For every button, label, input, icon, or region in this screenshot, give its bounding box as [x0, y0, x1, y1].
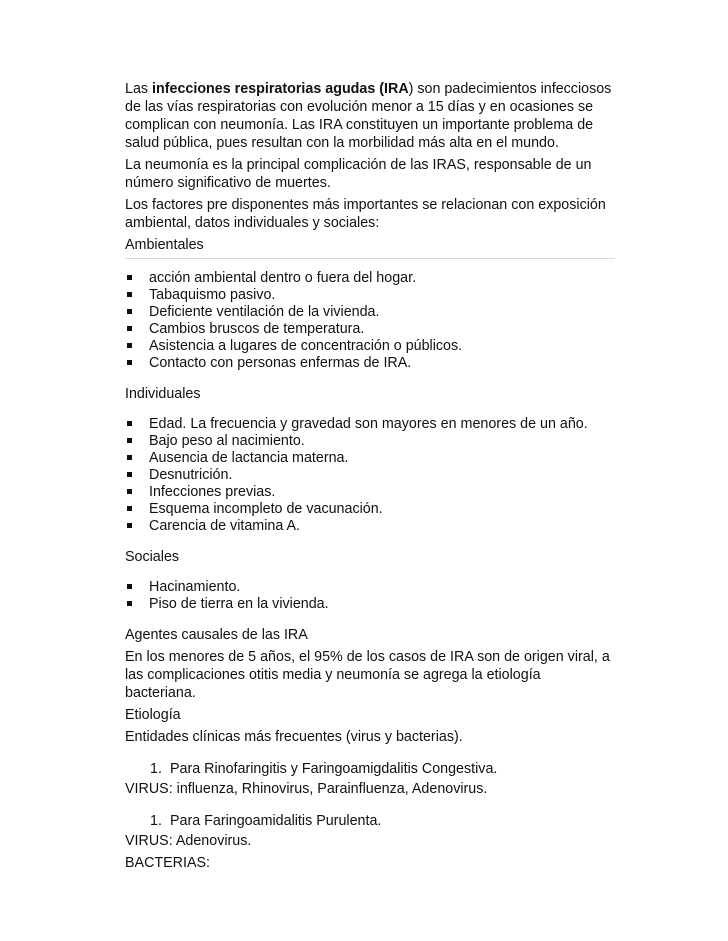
etiologia-heading: Etiología	[125, 707, 181, 723]
bullet-icon	[127, 343, 132, 348]
agentes-paragraph: En los menores de 5 años, el 95% de los casos de IRA son de origen viral, a las complicaciones otitis media y neumonía se agrega la etiología bacteriana.	[125, 649, 610, 701]
bullet-icon	[127, 421, 132, 426]
agentes-heading: Agentes causales de las IRA	[125, 627, 308, 643]
bullet-icon	[127, 506, 132, 511]
bullet-icon	[127, 584, 132, 589]
bullet-icon	[127, 360, 132, 365]
list-item: Hacinamiento.	[125, 578, 615, 595]
list-item: Contacto con personas enfermas de IRA.	[125, 354, 615, 371]
list-item: Cambios bruscos de temperatura.	[125, 320, 615, 337]
intro-term: infecciones respiratorias agudas (IRA	[152, 81, 409, 97]
intro-pre: Las	[125, 81, 153, 97]
sociales-list	[125, 578, 615, 612]
bullet-icon	[127, 309, 132, 314]
bullet-icon	[127, 275, 132, 280]
list-item: Ausencia de lactancia materna.	[125, 449, 615, 466]
ambientales-list	[125, 269, 615, 371]
bullet-icon	[127, 489, 132, 494]
factores-paragraph: Los factores pre disponentes más importantes se relacionan con exposición ambiental, datos individuales y sociales:	[125, 197, 606, 231]
neumonia-paragraph: La neumonía es la principal complicación de las IRAS, responsable de un número significativo de muertes.	[125, 157, 592, 191]
list-item: acción ambiental dentro o fuera del hogar.	[125, 269, 615, 286]
list-item: Edad. La frecuencia y gravedad son mayores en menores de un año.	[125, 415, 615, 432]
virus-line: VIRUS: influenza, Rhinovirus, Parainfluenza, Adenovirus.	[125, 781, 488, 797]
individuales-heading: Individuales	[125, 386, 201, 402]
list-item: Carencia de vitamina A.	[125, 517, 615, 534]
list-item: Esquema incompleto de vacunación.	[125, 500, 615, 517]
virus-line: VIRUS: Adenovirus.	[125, 833, 252, 849]
etiologia-subtitle: Entidades clínicas más frecuentes (virus y bacterias).	[125, 729, 463, 745]
list-item: Infecciones previas.	[125, 483, 615, 500]
bullet-icon	[127, 523, 132, 528]
intro-post: ) son padecimientos infecciosos de las vías respiratorias con evolución menor a 15 días y en ocasiones se complican con neumonía. Las IRA constituyen un importante problema de salud pública, pues resultan con la morbilidad más alta en el mundo.	[125, 81, 612, 151]
document-body	[125, 80, 615, 876]
bullet-icon	[127, 472, 132, 477]
heading-divider	[125, 258, 615, 259]
list-item: Tabaquismo pasivo.	[125, 286, 615, 303]
list-item: Deficiente ventilación de la vivienda.	[125, 303, 615, 320]
bullet-icon	[127, 438, 132, 443]
sociales-heading: Sociales	[125, 549, 180, 565]
bullet-icon	[127, 455, 132, 460]
list-item: Piso de tierra en la vivienda.	[125, 595, 615, 612]
list-item: Desnutrición.	[125, 466, 615, 483]
list-item: Bajo peso al nacimiento.	[125, 432, 615, 449]
ambientales-heading: Ambientales	[125, 237, 204, 253]
numbered-item: 1. Para Faringoamidalitis Purulenta.	[150, 813, 382, 829]
bullet-icon	[127, 601, 132, 606]
bacterias-line: BACTERIAS:	[125, 855, 211, 871]
individuales-list	[125, 415, 615, 534]
numbered-item: 1. Para Rinofaringitis y Faringoamigdalitis Congestiva.	[150, 761, 498, 777]
list-item: Asistencia a lugares de concentración o públicos.	[125, 337, 615, 354]
bullet-icon	[127, 326, 132, 331]
bullet-icon	[127, 292, 132, 297]
intro-paragraph	[125, 80, 615, 152]
